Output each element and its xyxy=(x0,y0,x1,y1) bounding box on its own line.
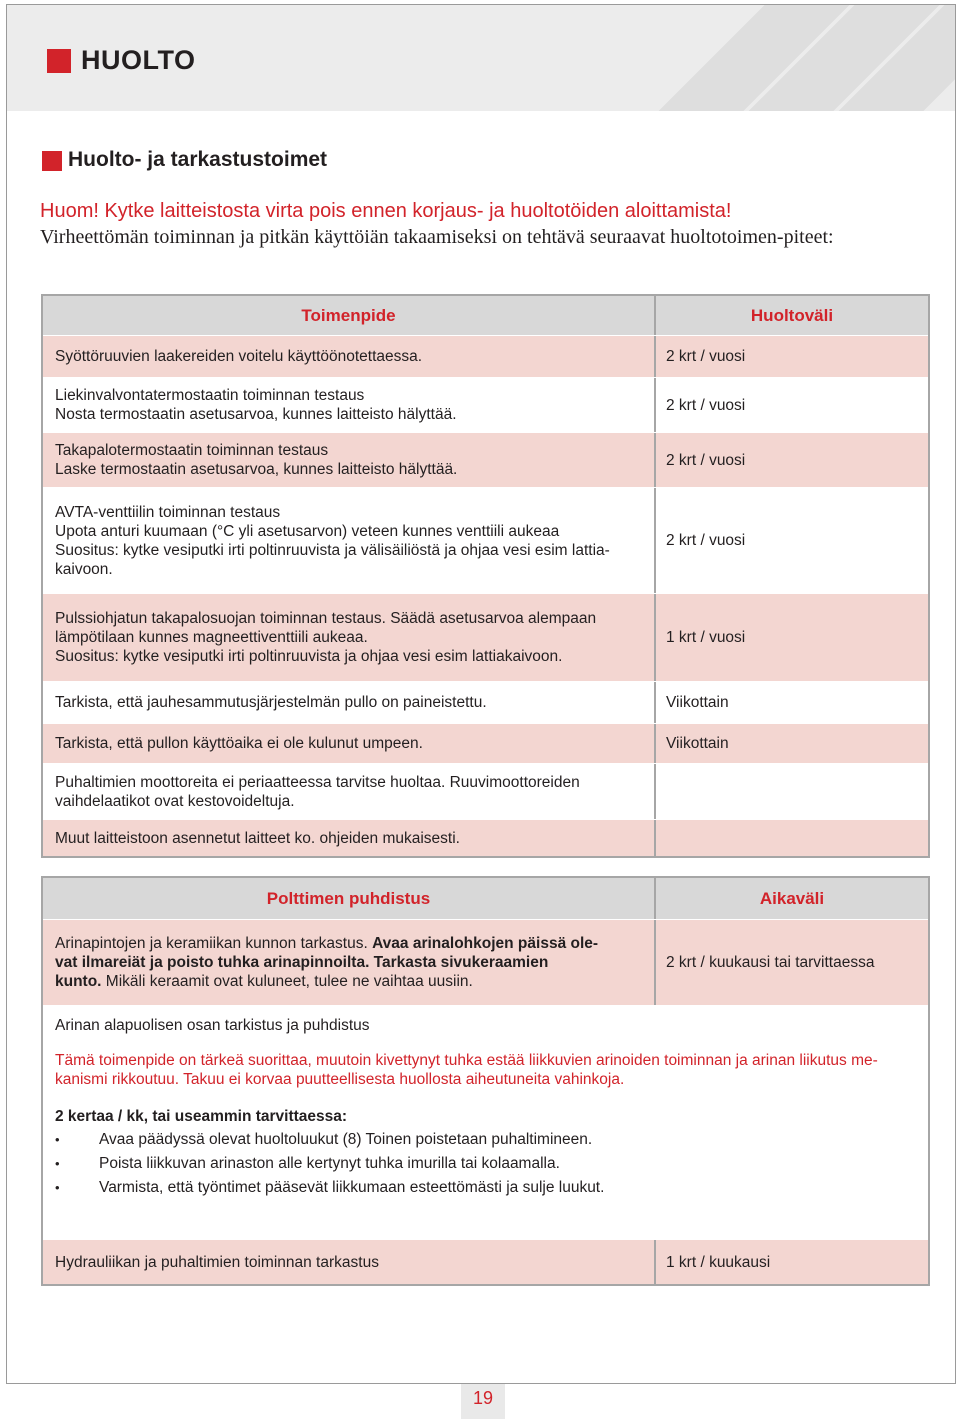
row-interval: 2 krt / vuosi xyxy=(666,396,746,414)
row-text: Liekinvalvontatermostaatin toiminnan testaus xyxy=(55,387,365,404)
row-interval: 1 krt / vuosi xyxy=(666,629,746,646)
list-item-text: Varmista, että työntimet pääsevät liikkumaan esteettömästi ja sulje luukut. xyxy=(99,1179,605,1196)
table-row xyxy=(43,1006,928,1240)
row-text: Suositus: kytke vesiputki irti poltinruuvista ja välisäiliöstä ja ohjaa vesi esim lattia- xyxy=(55,541,610,559)
row-text: Hydrauliikan ja puhaltimien toiminnan tarkastus xyxy=(55,1253,379,1271)
row-text: Takapalotermostaatin toiminnan testaus xyxy=(55,442,329,459)
row-text: Nosta termostaatin asetusarvoa, kunnes laitteisto hälyttää. xyxy=(55,406,457,423)
bullet-icon: • xyxy=(55,1132,60,1147)
column-header-action: Toimenpide xyxy=(43,296,656,335)
row-text: lämpötilaan kunnes magneettiventtiili aukeaa. xyxy=(55,629,368,646)
frequency-heading: 2 kertaa / kk, tai useammin tarvittaessa: xyxy=(55,1108,348,1125)
row-text: Suositus: kytke vesiputki irti poltinruuvista ja ohjaa vesi esim lattiakaivoon. xyxy=(55,648,563,665)
row-text: Laske termostaatin asetusarvoa, kunnes laitteisto hälyttää. xyxy=(55,461,458,478)
row-interval: 2 krt / vuosi xyxy=(666,348,746,365)
intro-text xyxy=(40,224,920,250)
table-row xyxy=(43,1240,928,1284)
row-text: Arinan alapuolisen osan tarkistus ja puhdistus xyxy=(55,1017,370,1034)
warning-text: Huom! Kytke laitteistosta virta pois ennen korjaus- ja huoltotöiden aloittamista! xyxy=(40,200,732,222)
table-row xyxy=(43,920,928,1006)
table-row xyxy=(43,820,928,856)
table-row xyxy=(43,433,928,488)
row-text: Upota anturi kuumaan (°C yli asetusarvon) veteen kunnes venttiili aukeaa xyxy=(55,522,560,540)
row-interval: 2 krt / vuosi xyxy=(666,451,746,469)
page-number: 19 xyxy=(461,1384,505,1419)
row-text: vaihdelaatikot ovat kestovoideltuja. xyxy=(55,792,295,810)
column-header-interval: Huoltoväli xyxy=(750,306,834,325)
row-text: Muut laitteistoon asennetut laitteet ko. ohjeiden mukaisesti. xyxy=(55,829,460,847)
notice-text: kanismi rikkoutuu. Takuu ei korvaa puutteellisesta huollosta aiheutuneita vahinkoja. xyxy=(55,1071,625,1088)
table-row xyxy=(43,594,928,682)
row-text: Puhaltimien moottoreita ei periaatteessa tarvitse huoltaa. Ruuvimoottoreiden xyxy=(55,773,580,791)
row-interval: Viikottain xyxy=(666,694,729,711)
table-row xyxy=(43,764,928,820)
row-interval: Viikottain xyxy=(666,735,729,752)
row-text: Syöttöruuvien laakereiden voitelu käyttöönotettaessa. xyxy=(55,348,423,365)
row-text: Tarkista, että jauhesammutusjärjestelmän pullo on paineistettu. xyxy=(55,694,487,711)
row-text-bold: vat ilmareiät ja poisto tuhka arinapinnoilta. Tarkasta sivukeraamien xyxy=(55,954,549,971)
row-text: AVTA-venttiilin toiminnan testaus xyxy=(55,503,281,521)
table-row xyxy=(43,682,928,724)
list-item-text: Poista liikkuvan arinaston alle kertynyt tuhka imurilla tai kolaamalla. xyxy=(99,1155,560,1172)
list-item-text: Avaa päädyssä olevat huoltoluukut (8) Toinen poistetaan puhaltimineen. xyxy=(99,1131,593,1148)
intro-text-content: Virheettömän toiminnan ja pitkän käyttöiän takaamiseksi on tehtävä seuraavat huoltotoimen-piteet: xyxy=(40,226,834,248)
table-row xyxy=(43,724,928,764)
bullet-icon: • xyxy=(55,1156,60,1171)
table-header-row xyxy=(43,296,928,336)
table-header-row xyxy=(43,878,928,920)
row-interval: 2 krt / vuosi xyxy=(666,532,746,549)
row-interval: 1 krt / kuukausi xyxy=(666,1253,771,1271)
row-text-bold: kunto. xyxy=(55,973,102,990)
column-header-interval: Aikaväli xyxy=(759,889,825,908)
row-text-part: Mikäli keraamit ovat kuluneet, tulee ne vaihtaa uusiin. xyxy=(101,973,473,990)
list-item xyxy=(55,1130,916,1149)
cleaning-table xyxy=(41,876,930,1286)
header-square-icon xyxy=(47,49,71,73)
row-text xyxy=(55,953,642,972)
row-text: Tarkista, että pullon käyttöaika ei ole kulunut umpeen. xyxy=(55,735,423,752)
section-square-icon xyxy=(42,151,62,171)
section-title: Huolto- ja tarkastustoimet xyxy=(68,148,328,171)
list-item xyxy=(55,1178,916,1197)
row-interval: 2 krt / kuukausi tai tarvittaessa xyxy=(666,954,875,971)
table-row xyxy=(43,378,928,433)
row-text-part: Arinapintojen ja keramiikan kunnon tarkastus. xyxy=(55,935,373,952)
row-text-bold: Avaa arinalohkojen päissä ole- xyxy=(372,935,599,952)
bullet-icon: • xyxy=(55,1180,60,1195)
maintenance-table xyxy=(41,294,930,858)
row-text xyxy=(55,972,642,991)
page-header xyxy=(7,5,955,111)
page-title: HUOLTO xyxy=(81,45,196,75)
table-row xyxy=(43,336,928,378)
row-text: kaivoon. xyxy=(55,560,113,578)
row-text xyxy=(55,934,642,953)
notice-text: Tämä toimenpide on tärkeä suorittaa, muutoin kivettynyt tuhka estää liikkuvien arinoiden toiminnan ja arinan liikutus me- xyxy=(55,1052,878,1069)
column-header-cleaning: Polttimen puhdistus xyxy=(43,878,656,919)
row-text: Pulssiohjatun takapalosuojan toiminnan testaus. Säädä asetusarvoa alempaan xyxy=(55,610,597,627)
list-item xyxy=(55,1154,916,1173)
table-row xyxy=(43,488,928,594)
